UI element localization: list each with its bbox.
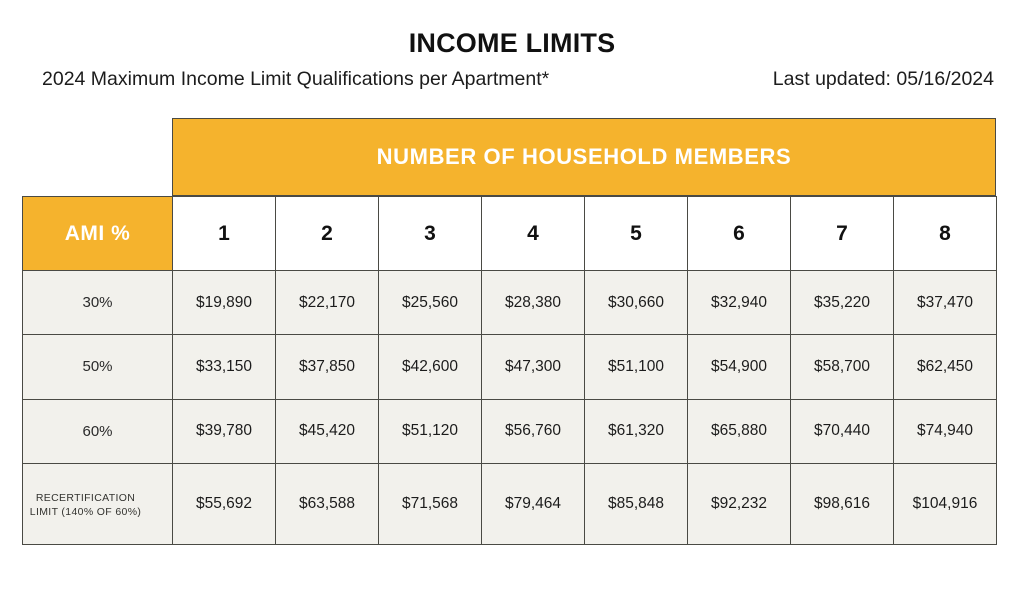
household-members-banner-label: NUMBER OF HOUSEHOLD MEMBERS bbox=[376, 144, 792, 169]
cell-60-6: $65,880 bbox=[688, 399, 791, 463]
cell-50-1: $33,150 bbox=[173, 335, 276, 399]
cell-30-5: $30,660 bbox=[585, 271, 688, 335]
cell-50-7: $58,700 bbox=[791, 335, 894, 399]
column-header-6: 6 bbox=[688, 197, 791, 271]
cell-60-4: $56,760 bbox=[482, 399, 585, 463]
table-row bbox=[23, 399, 997, 463]
subtitle-row bbox=[42, 68, 994, 94]
cell-30-3: $25,560 bbox=[379, 271, 482, 335]
column-header-2: 2 bbox=[276, 197, 379, 271]
column-header-3: 3 bbox=[379, 197, 482, 271]
cell-recert-8: $104,916 bbox=[894, 463, 997, 544]
cell-60-2: $45,420 bbox=[276, 399, 379, 463]
cell-60-1: $39,780 bbox=[173, 399, 276, 463]
cell-recert-1: $55,692 bbox=[173, 463, 276, 544]
cell-50-3: $42,600 bbox=[379, 335, 482, 399]
income-limits-table-wrap bbox=[22, 118, 996, 545]
row-label-60: 60% bbox=[23, 399, 173, 463]
row-label-recertification: RECERTIFICATION LIMIT (140% OF 60%) bbox=[23, 463, 173, 544]
column-header-1: 1 bbox=[173, 197, 276, 271]
cell-50-2: $37,850 bbox=[276, 335, 379, 399]
cell-30-4: $28,380 bbox=[482, 271, 585, 335]
table-row bbox=[23, 335, 997, 399]
income-limits-grid bbox=[22, 196, 996, 545]
cell-60-5: $61,320 bbox=[585, 399, 688, 463]
column-header-4: 4 bbox=[482, 197, 585, 271]
row-label-30: 30% bbox=[23, 271, 173, 335]
cell-recert-7: $98,616 bbox=[791, 463, 894, 544]
cell-60-7: $70,440 bbox=[791, 399, 894, 463]
cell-60-8: $74,940 bbox=[894, 399, 997, 463]
cell-50-8: $62,450 bbox=[894, 335, 997, 399]
cell-50-5: $51,100 bbox=[585, 335, 688, 399]
income-limits-table bbox=[22, 196, 997, 545]
cell-30-8: $37,470 bbox=[894, 271, 997, 335]
cell-recert-4: $79,464 bbox=[482, 463, 585, 544]
cell-60-3: $51,120 bbox=[379, 399, 482, 463]
cell-recert-5: $85,848 bbox=[585, 463, 688, 544]
column-header-8: 8 bbox=[894, 197, 997, 271]
column-header-5: 5 bbox=[585, 197, 688, 271]
table-row bbox=[23, 463, 997, 544]
cell-30-7: $35,220 bbox=[791, 271, 894, 335]
table-header-row bbox=[23, 197, 997, 271]
cell-recert-6: $92,232 bbox=[688, 463, 791, 544]
page-subtitle: 2024 Maximum Income Limit Qualifications per Apartment* bbox=[42, 68, 550, 90]
ami-percent-header: AMI % bbox=[23, 197, 173, 271]
cell-50-6: $54,900 bbox=[688, 335, 791, 399]
cell-30-1: $19,890 bbox=[173, 271, 276, 335]
row-label-50: 50% bbox=[23, 335, 173, 399]
last-updated-text: Last updated: 05/16/2024 bbox=[772, 68, 994, 90]
cell-30-2: $22,170 bbox=[276, 271, 379, 335]
household-members-banner bbox=[172, 118, 996, 196]
column-header-7: 7 bbox=[791, 197, 894, 271]
page-title: INCOME LIMITS bbox=[408, 28, 616, 58]
cell-30-6: $32,940 bbox=[688, 271, 791, 335]
cell-recert-2: $63,588 bbox=[276, 463, 379, 544]
table-row bbox=[23, 271, 997, 335]
cell-50-4: $47,300 bbox=[482, 335, 585, 399]
cell-recert-3: $71,568 bbox=[379, 463, 482, 544]
